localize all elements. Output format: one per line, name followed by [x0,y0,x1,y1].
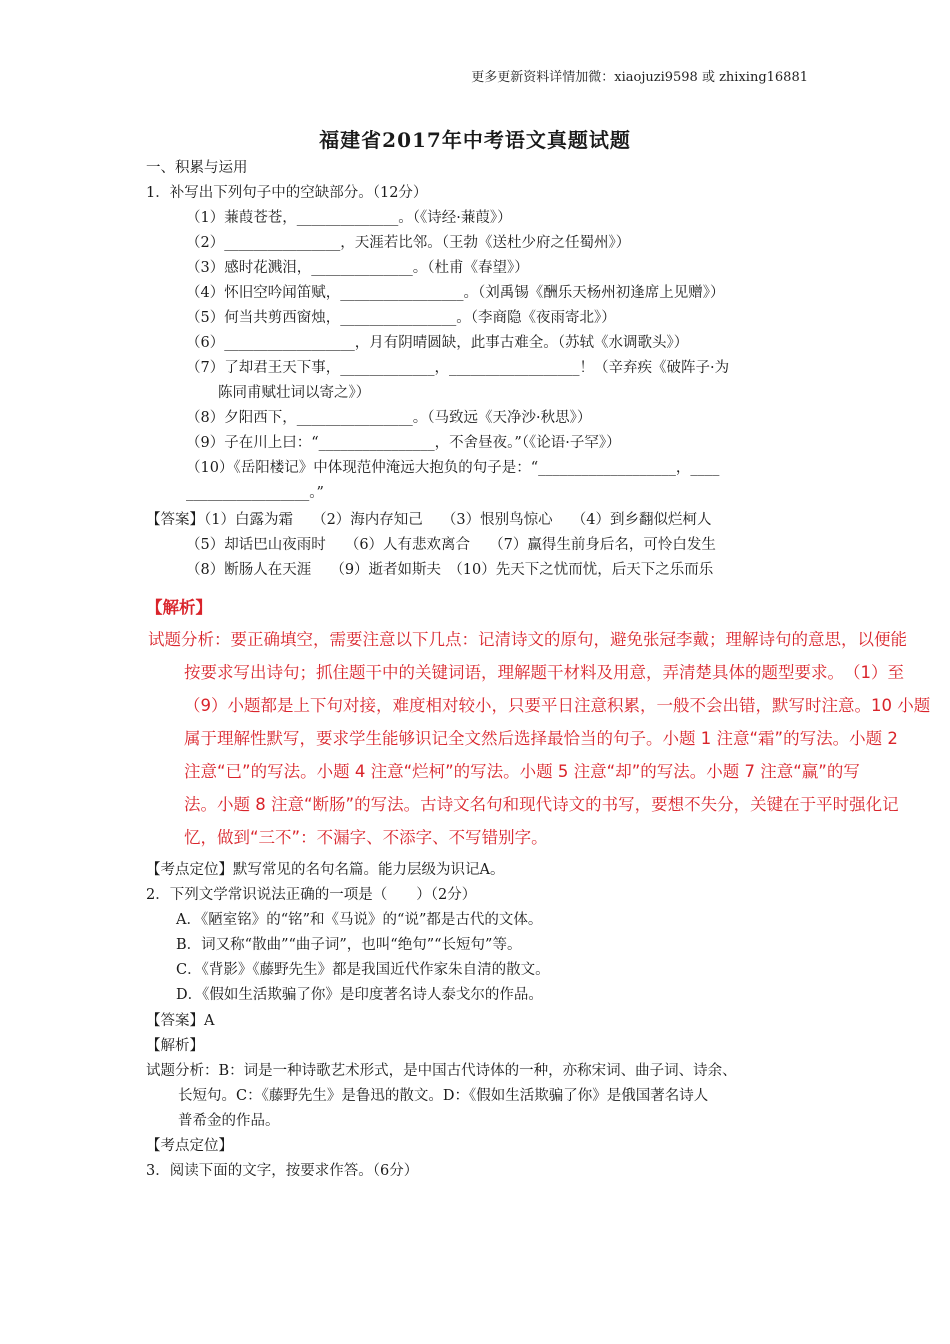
question-2-answer: 【答案】A [146,1013,215,1029]
question-2-option: D．《假如生活欺骗了你》是印度著名诗人泰戈尔的作品。 [176,987,543,1003]
question-1-item: （8）夕阳西下，________________。（马致远《天净沙·秋思》） [186,410,592,426]
question-1-kaodian: 【考点定位】默写常见的名句名篇。能力层级为识记A。 [146,862,505,878]
question-3-stem: 3．阅读下面的文字，按要求作答。（6分） [146,1163,419,1179]
header-note: 更多更新资料详情加微：xiaojuzi9598 或 zhixing16881 [471,70,808,85]
question-2-analysis-line: 试题分析：B：词是一种诗歌艺术形式，是中国古代诗体的一种，亦称宋词、曲子词、诗余、 [146,1063,737,1079]
question-1-item: （2）________________，天涯若比邻。（王勃《送杜少府之任蜀州》） [186,235,631,251]
question-1-analysis-label: 【解析】 [146,598,212,617]
question-2-kaodian: 【考点定位】 [146,1138,233,1154]
question-2-option: C．《背影》《藤野先生》都是我国近代作家朱自清的散文。 [176,962,550,978]
question-2-option: B．词又称“散曲”“曲子词”，也叫“绝句”“长短句”等。 [176,937,522,953]
page-title: 福建省2017年中考语文真题试题 [319,128,631,152]
question-2-stem: 2．下列文学常识说法正确的一项是（ ）（2分） [146,887,477,903]
question-1-analysis-line: 属于理解性默写，要求学生能够识记全文然后选择最恰当的句子。小题 1 注意“霜”的写法。小题 2 [184,729,898,748]
question-2-analysis-line: 普希金的作品。 [178,1113,280,1129]
question-1-analysis-line: 注意“已”的写法。小题 4 注意“烂柯”的写法。小题 5 注意“却”的写法。小题 7 注意“赢”的写 [184,762,860,781]
question-1-item: _________________。” [186,485,324,501]
question-1-answer: （5）却话巴山夜雨时 （6）人有悲欢离合 （7）赢得生前身后名，可怜白发生 [186,537,716,553]
question-1-analysis-line: 忆，做到“三不”：不漏字、不添字、不写错别字。 [184,828,548,847]
question-1-analysis-line: 法。小题 8 注意“断肠”的写法。古诗文名句和现代诗文的书写，要想不失分，关键在于平时强化记 [184,795,899,814]
section-heading: 一、积累与运用 [146,160,248,176]
question-2-option: A．《陋室铭》的“铭”和《马说》的“说”都是古代的文体。 [176,912,543,928]
question-1-item: （10）《岳阳楼记》中体现范仲淹远大抱负的句子是：“___________________，____ [186,460,720,476]
question-2-analysis-line: 长短句。C：《藤野先生》是鲁迅的散文。D：《假如生活欺骗了你》是俄国著名诗人 [178,1088,709,1104]
question-1-item: （1）蒹葭苍苍，______________。（《诗经·蒹葭》） [186,210,512,226]
question-1-answer: 【答案】（1）白露为霜 （2）海内存知己 （3）恨别鸟惊心 （4）到乡翻似烂柯人 [146,512,712,528]
question-1-answer: （8）断肠人在天涯 （9）逝者如斯夫 （10）先天下之忧而忧，后天下之乐而乐 [186,562,714,578]
question-1-analysis-line: 试题分析：要正确填空，需要注意以下几点：记清诗文的原句，避免张冠李戴；理解诗句的意思，以便能 [148,630,907,649]
question-1-item: （3）感时花溅泪，______________。（杜甫《春望》） [186,260,529,276]
question-1-analysis-line: （9）小题都是上下句对接，难度相对较小，只要平日注意积累，一般不会出错，默写时注意。10 小题 [184,696,931,715]
question-1-stem: 1．补写出下列句子中的空缺部分。（12分） [146,185,428,201]
question-1-item: （9）子在川上曰：“________________，不舍昼夜。”（《论语·子罕》） [186,435,621,451]
question-1-analysis-line: 按要求写出诗句；抓住题干中的关键词语，理解题干材料及用意，弄清楚具体的题型要求。 （1）至 [184,663,904,682]
question-1-item: （5）何当共剪西窗烛，________________。（李商隐《夜雨寄北》） [186,310,616,326]
question-1-item: 陈同甫赋壮词以寄之》） [218,385,371,401]
question-2-analysis-label: 【解析】 [146,1038,204,1054]
question-1-item: （6）__________________，月有阴晴圆缺，此事古难全。（苏轼《水调歌头》） [186,335,689,351]
question-1-item: （4）怀旧空吟闻笛赋，_________________。（刘禹锡《酬乐天杨州初逢席上见赠》） [186,285,725,301]
question-1-item: （7）了却君王天下事，_____________，__________________！（辛弃疾《破阵子·为 [186,360,730,376]
